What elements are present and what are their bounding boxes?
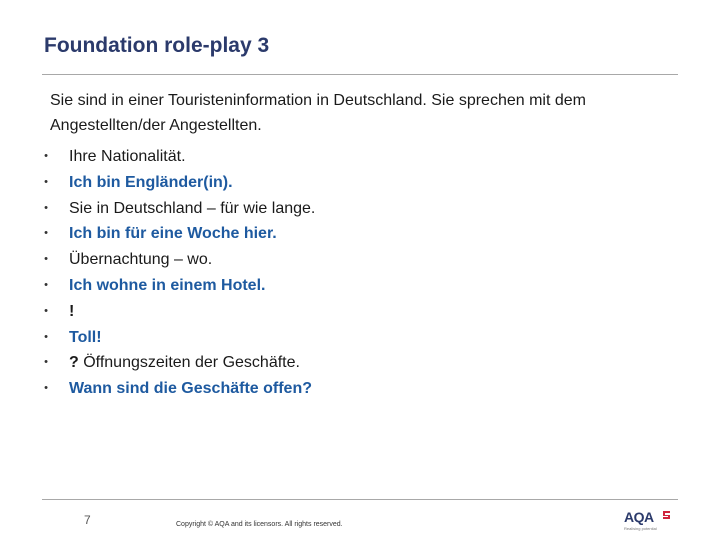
bullet-text: Ich bin für eine Woche hier. bbox=[69, 225, 277, 243]
bullet-text: Ich wohne in einem Hotel. bbox=[69, 276, 266, 294]
bullet-text-body: Öffnungszeiten der Geschäfte. bbox=[78, 354, 300, 372]
bullet-icon: • bbox=[44, 150, 48, 162]
bullet-text: Ich bin Engländer(in). bbox=[69, 173, 233, 191]
bullet-item bbox=[40, 221, 680, 247]
bullet-item bbox=[40, 196, 680, 222]
logo-swoosh-icon bbox=[661, 510, 671, 520]
bullet-text bbox=[69, 354, 300, 371]
bullet-text: ! bbox=[69, 302, 75, 320]
bullet-text: Wann sind die Geschäfte offen? bbox=[69, 380, 312, 398]
bullet-list bbox=[40, 144, 680, 402]
bullet-item bbox=[40, 376, 680, 402]
bullet-icon: • bbox=[44, 330, 48, 343]
bullet-item bbox=[40, 170, 680, 196]
title-divider bbox=[42, 74, 678, 75]
logo-subtext: Realising potential bbox=[624, 526, 657, 531]
bullet-icon: • bbox=[44, 227, 48, 240]
bullet-text: Übernachtung – wo. bbox=[69, 251, 213, 269]
intro-text: Sie sind in einer Touristeninformation in Deutschland. Sie sprechen mit dem Angestellten/der Angestellten. bbox=[50, 92, 586, 134]
bullet-item bbox=[40, 247, 680, 273]
bullet-item bbox=[40, 350, 680, 376]
bullet-icon: • bbox=[44, 201, 48, 214]
bullet-prefix: ? bbox=[69, 354, 79, 372]
bullet-item bbox=[40, 325, 680, 351]
bullet-icon: • bbox=[44, 253, 48, 266]
bullet-icon: • bbox=[44, 278, 48, 291]
bullet-item bbox=[40, 299, 680, 325]
bullet-icon: • bbox=[44, 175, 48, 188]
slide-title: Foundation role-play 3 bbox=[44, 34, 270, 57]
bullet-item bbox=[40, 273, 680, 299]
logo-text: AQA bbox=[624, 509, 654, 525]
bullet-icon: • bbox=[44, 304, 48, 317]
bullet-text: Sie in Deutschland – für wie lange. bbox=[69, 199, 316, 217]
bullet-icon: • bbox=[44, 382, 48, 395]
bullet-text: Toll! bbox=[69, 328, 102, 346]
copyright-text: Copyright © AQA and its licensors. All rights reserved. bbox=[176, 521, 343, 528]
page-number: 7 bbox=[84, 513, 91, 527]
footer-divider bbox=[42, 499, 678, 500]
bullet-item bbox=[40, 144, 680, 170]
aqa-logo bbox=[624, 509, 672, 535]
bullet-icon: • bbox=[44, 356, 48, 369]
bullet-text: Ihre Nationalität. bbox=[69, 148, 186, 165]
